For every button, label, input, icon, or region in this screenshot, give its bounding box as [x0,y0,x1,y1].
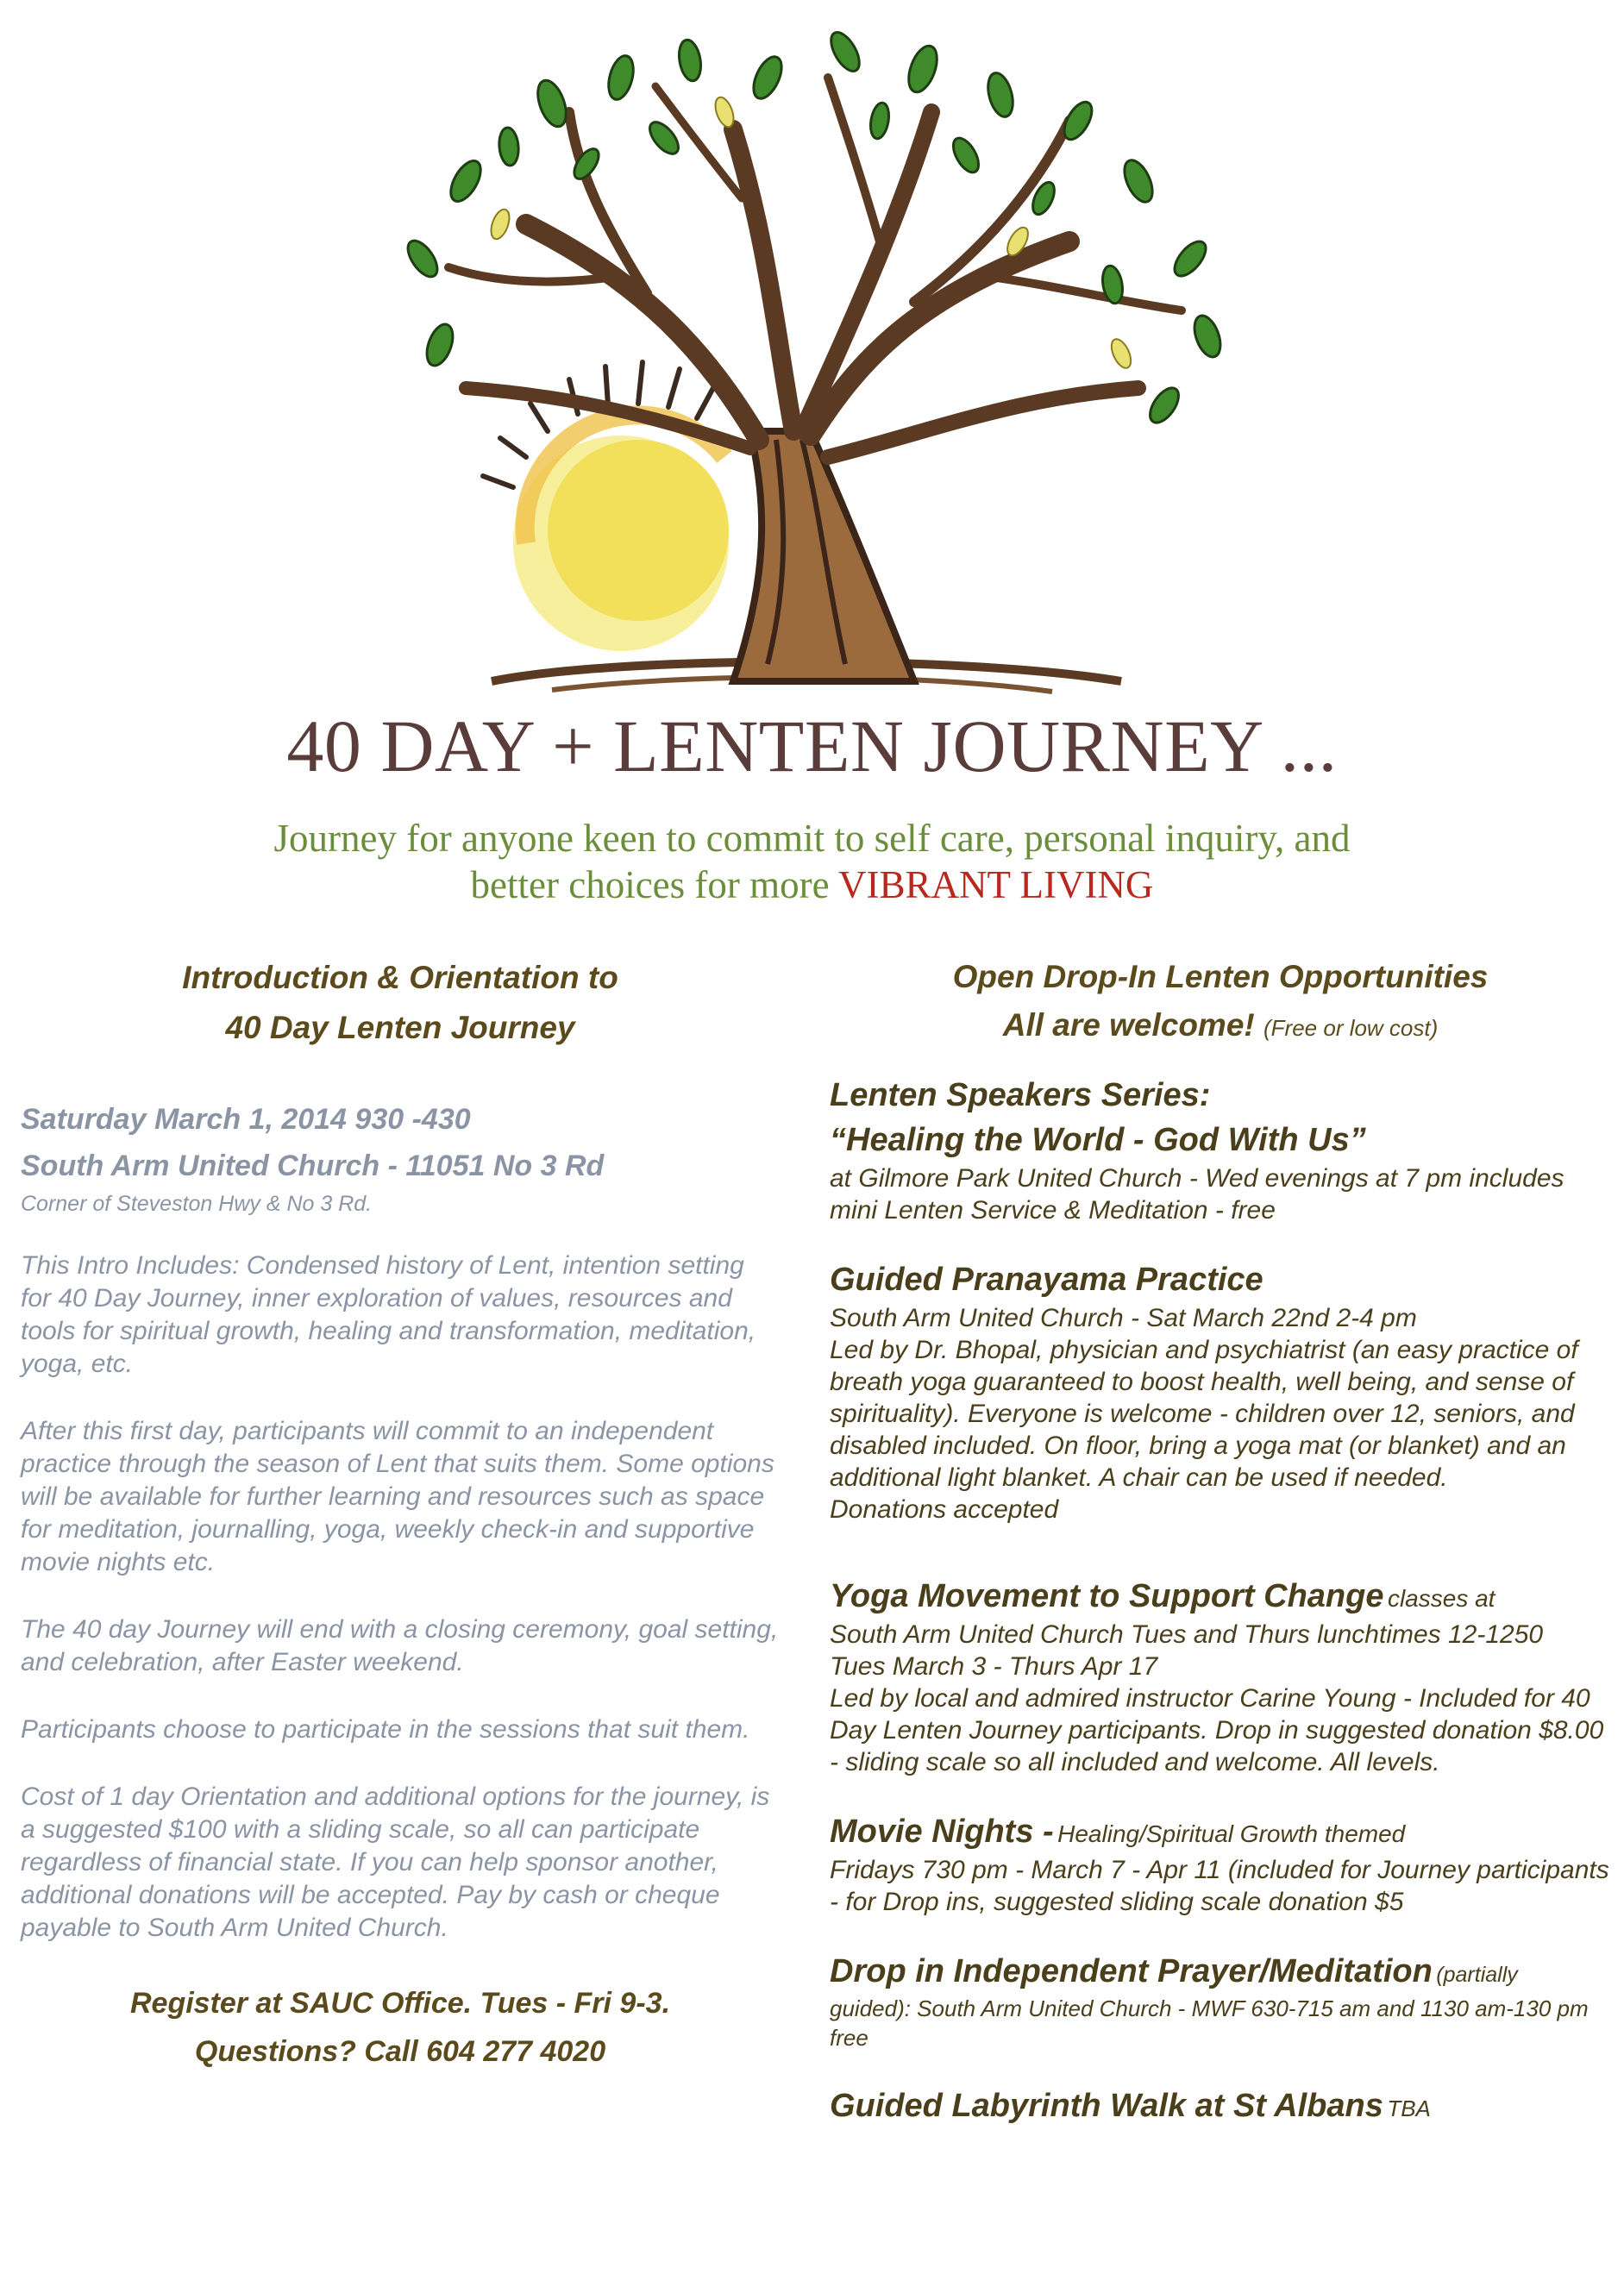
event-location: South Arm United Church - 11051 No 3 Rd [21,1150,605,1182]
labyrinth-walk [830,2083,1611,2128]
pranayama-donations: Donations accepted [830,1495,1059,1524]
register-info [21,1979,780,2076]
movie-nights [830,1809,1611,1918]
questions-line: Questions? Call 604 277 4020 [194,2035,606,2068]
orientation-column [21,953,780,2076]
yoga-title: Yoga Movement to Support Change [830,1578,1384,1614]
subtitle-line-1: Journey for anyone keen to commit to self care, personal inquiry, and [273,817,1351,860]
event-corner: Corner of Steveston Hwy & No 3 Rd. [21,1192,373,1216]
pranayama-location: South Arm United Church - Sat March 22nd 2-4 pm [830,1304,1417,1332]
prayer-title: Drop in Independent Prayer/Meditation [830,1953,1433,1989]
page-title: 40 DAY + LENTEN JOURNEY ... [286,705,1338,787]
yoga-dates: Tues March 3 - Thurs Apr 17 [830,1652,1158,1681]
register-line: Register at SAUC Office. Tues - Fri 9-3. [129,1987,671,2020]
tree-sun-illustration [362,26,1259,707]
drop-in-heading-line-1: Open Drop-In Lenten Opportunities [952,959,1489,994]
yoga-movement [830,1574,1611,1778]
speakers-title: Lenten Speakers Series: [830,1077,1211,1113]
pranayama-details: Led by Dr. Bhopal, physician and psychiatrist (an easy practice of breath yoga guaranteed to boost health, well being, and sense of spirituality). Everyone is welcome - children over 12, seniors, and disabled included. On floor, bring a yoga mat (or blanket) and an additional light blanket. A chair can be used if needed. [830,1336,1578,1492]
yoga-location: South Arm United Church Tues and Thurs lunchtimes 12-1250 [830,1620,1544,1649]
orientation-heading-line-1: Introduction & Orientation to [182,960,618,995]
prayer-details: guided): South Arm United Church - MWF 630-715 am and 1130 am-130 pm free [830,1995,1589,2051]
subtitle-line-2-prefix: better choices for more [470,863,830,906]
intro-paragraph: This Intro Includes: Condensed history of Lent, intention setting for 40 Day Journey, inner exploration of values, resources and tools for spiritual growth, healing and transformation, meditation, yoga, etc. [21,1251,756,1378]
vibrant-living-text: VIBRANT LIVING [838,863,1154,906]
prayer-title-note: (partially [1436,1963,1518,1987]
speakers-subtitle: “Healing the World - God With Us” [830,1122,1366,1158]
labyrinth-note: TBA [1387,2096,1431,2121]
event-date: Saturday March 1, 2014 930 -430 [21,1103,471,1136]
subtitle-line-2 [0,861,1624,908]
pranayama-title: Guided Pranayama Practice [830,1262,1263,1298]
movie-title-note: Healing/Spiritual Growth themed [1057,1820,1406,1847]
speakers-series [830,1073,1611,1226]
free-note: (Free or low cost) [1263,1015,1439,1041]
drop-in-column [830,953,1611,2128]
prayer-meditation [830,1949,1611,2052]
practice-paragraph: After this first day, participants will commit to an independent practice through the season of Lent that suits them. Some options will be available for further learning and resources such as space for meditation, journalling, yoga, weekly check-in and supportive movie nights etc. [21,1417,774,1576]
pranayama-practice [830,1257,1611,1526]
yoga-details: Led by local and admired instructor Carine Young - Included for 40 Day Lenten Journey participants. Drop in suggested donation $8.00 - sliding scale so all included and welcome. All levels. [830,1684,1604,1776]
closing-paragraph: The 40 day Journey will end with a closing ceremony, goal setting, and celebration, after Easter weekend. [21,1615,779,1676]
movie-title: Movie Nights - [830,1814,1054,1850]
labyrinth-title: Guided Labyrinth Walk at St Albans [830,2088,1383,2124]
movie-details: Fridays 730 pm - March 7 - Apr 11 (included for Journey participants - for Drop ins, suggested sliding scale donation $5 [830,1856,1609,1916]
speakers-details: at Gilmore Park United Church - Wed evenings at 7 pm includes mini Lenten Service & Meditation - free [830,1164,1564,1225]
drop-in-heading [830,953,1611,1052]
orientation-heading-line-2: 40 Day Lenten Journey [225,1010,575,1045]
drop-in-heading-line-2 [830,1001,1611,1052]
all-welcome-text: All are welcome! [1002,1007,1255,1043]
yoga-title-note: classes at [1387,1585,1495,1612]
subtitle [0,815,1624,908]
orientation-heading [21,953,780,1053]
participate-paragraph: Participants choose to participate in the sessions that suit them. [21,1715,750,1744]
cost-paragraph: Cost of 1 day Orientation and additional options for the journey, is a suggested $100 with a sliding scale, so all can participate regardless of financial state. If you can help sponsor another, additional donations will be accepted. Pay by cash or cheque payable to South Arm United Church. [21,1782,770,1942]
